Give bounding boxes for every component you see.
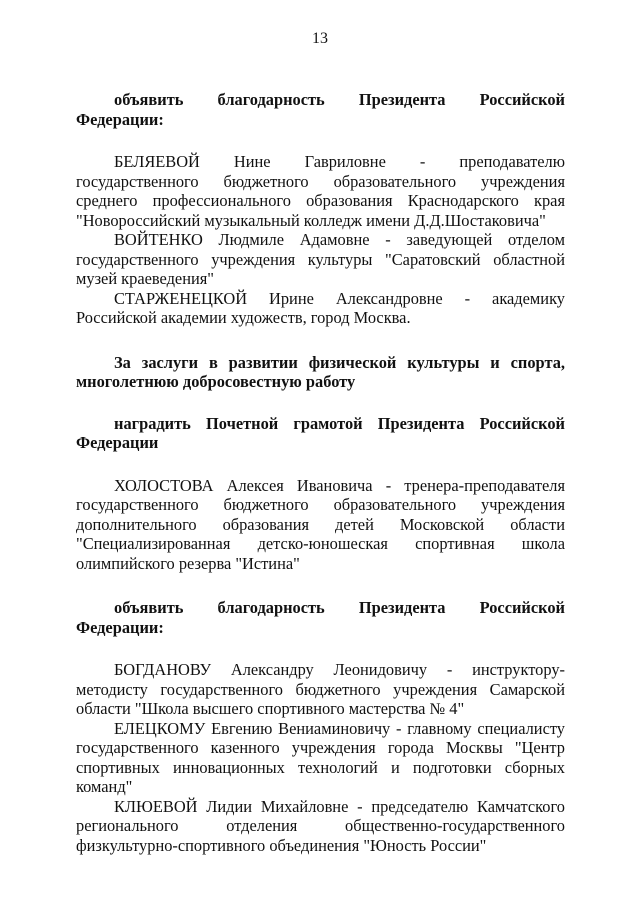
award-entry-voytenko: ВОЙТЕНКО Людмиле Адамовне - заведующей отделом государственного учреждения культуры "Саратовский областной музей краеведения": [76, 230, 565, 288]
award-entry-klyueva: КЛЮЕВОЙ Лидии Михайловне - председателю Камчатского регионального отделения общественно-государственного физкультурно-спортивного объединения "Юность России": [76, 796, 565, 855]
award-entry-belyaeva: БЕЛЯЕВОЙ Нине Гавриловне - преподавателю государственного бюджетного образовательного учреждения среднего профессионального образования Краснодарского края "Новороссийский музыкальный колледж имени Д.Д.Шостаковича": [76, 152, 565, 230]
award-entry-bogdanov: БОГДАНОВУ Александру Леонидовичу - инструктору-методисту государственного бюджетного учреждения Самарской области "Школа высшего спортивного мастерства № 4": [76, 660, 565, 718]
award-entry-kholostov: ХОЛОСТОВА Алексея Ивановича - тренера-преподавателя государственного бюджетного образовательного учреждения дополнительного образования детей Московской области "Специализированная детско-юношеская спортивная школа олимпийского резерва "Истина": [76, 475, 565, 573]
award-entry-starzhenetskaya: СТАРЖЕНЕЦКОЙ Ирине Александровне - академику Российской академии художеств, город Москва.: [76, 288, 565, 327]
page-number: 13: [312, 30, 328, 47]
section-heading-certificate: наградить Почетной грамотой Президента Российской Федерации: [76, 413, 565, 452]
section-heading-gratitude-sport: объявить благодарность Президента Российской Федерации:: [76, 598, 565, 637]
award-entry-yeletsky: ЕЛЕЦКОМУ Евгению Вениаминовичу - главному специалисту государственного казенного учреждения города Москвы "Центр спортивных инновационных технологий и подготовки сборных команд": [76, 718, 565, 796]
document-body: [76, 90, 565, 855]
section-heading-gratitude-culture: объявить благодарность Президента Российской Федерации:: [76, 90, 565, 129]
section-heading-sport-merits: За заслуги в развитии физической культуры и спорта, многолетнюю добросовестную работу: [76, 352, 565, 391]
